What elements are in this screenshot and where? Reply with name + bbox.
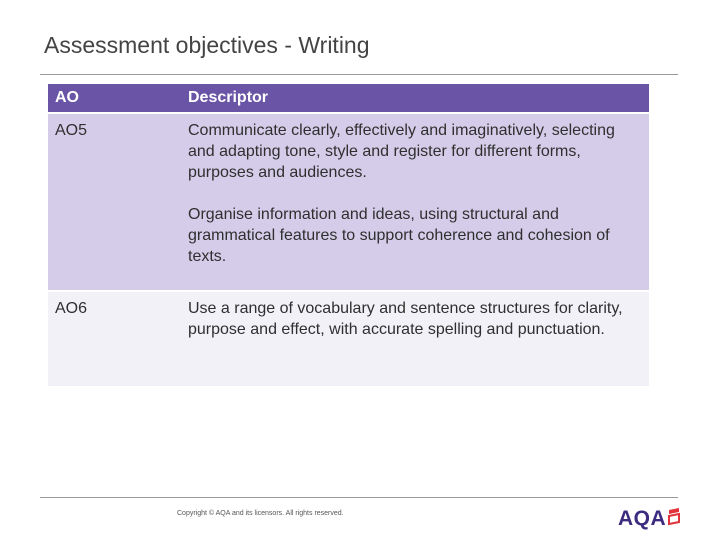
assessment-objectives-table: [48, 84, 649, 386]
ao-code: AO5: [48, 113, 181, 291]
slide-title: Assessment objectives - Writing: [44, 32, 370, 58]
title-divider: [40, 74, 678, 75]
descriptor-paragraph: Communicate clearly, effectively and imaginatively, selecting and adapting tone, style and register for different forms, purposes and audiences.: [188, 122, 615, 181]
header-ao: AO: [48, 84, 181, 113]
table-row: [48, 291, 649, 386]
table-header-row: [48, 84, 649, 113]
aqa-logo-mark-icon: [668, 508, 680, 526]
ao-code: AO6: [48, 291, 181, 386]
aqa-logo: [618, 508, 680, 530]
table-row: [48, 113, 649, 291]
descriptor-paragraph: Use a range of vocabulary and sentence structures for clarity, purpose and effect, with accurate spelling and punctuation.: [188, 300, 623, 338]
footer-divider: [40, 497, 678, 498]
descriptor-cell: [181, 113, 649, 291]
copyright-notice: Copyright © AQA and its licensors. All rights reserved.: [177, 510, 344, 517]
header-descriptor: Descriptor: [181, 84, 649, 113]
descriptor-cell: [181, 291, 649, 386]
aqa-logo-text: AQA: [618, 507, 667, 530]
descriptor-paragraph: Organise information and ideas, using structural and grammatical features to support coherence and cohesion of texts.: [188, 206, 610, 265]
